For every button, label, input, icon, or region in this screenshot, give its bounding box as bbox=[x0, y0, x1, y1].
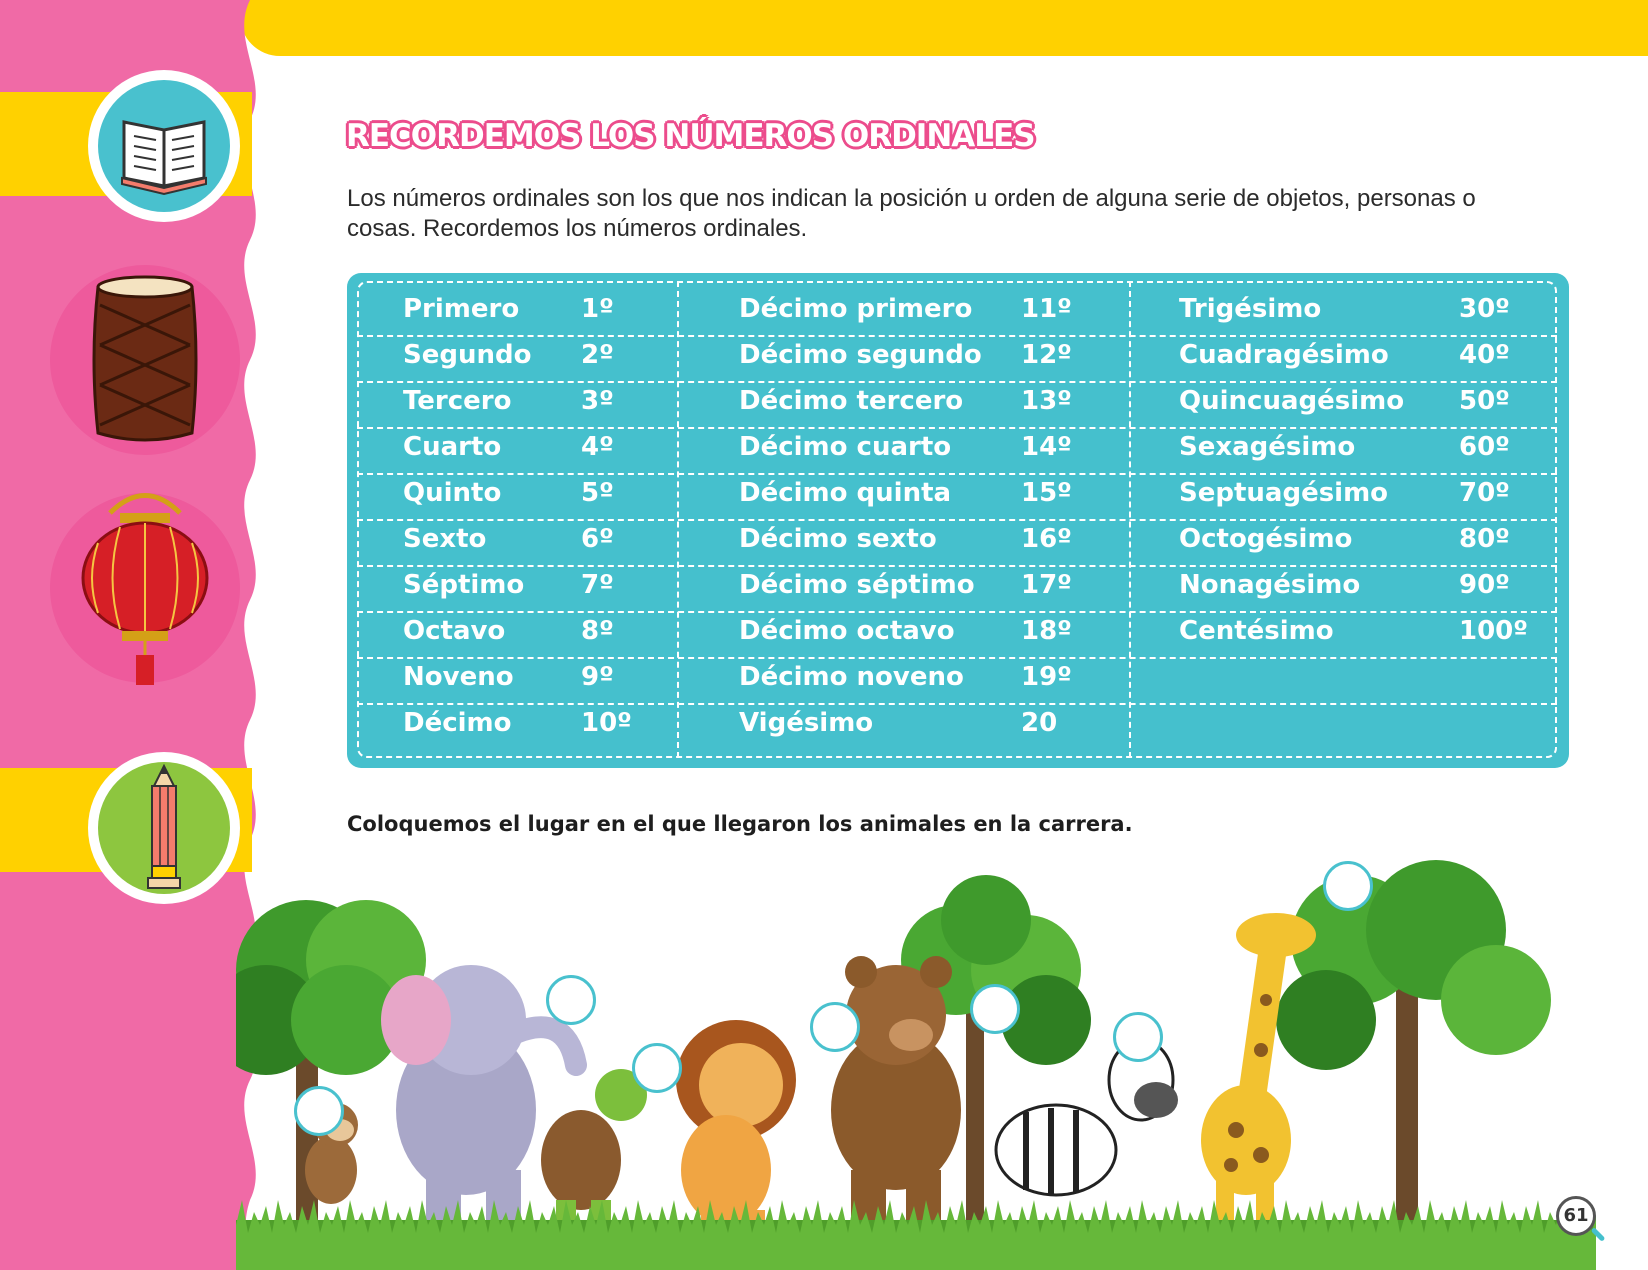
ordinal-name: Décimo primero bbox=[739, 294, 973, 324]
ordinal-number: 80º bbox=[1459, 524, 1510, 554]
answer-circle-monkey[interactable] bbox=[294, 1086, 344, 1136]
ordinal-number: 17º bbox=[1021, 570, 1072, 600]
intro-paragraph: Los números ordinales son los que nos indican la posición u orden de alguna serie de objetos, personas o cosas. Recordemos los números ordinales. bbox=[347, 185, 1476, 242]
ordinal-number: 5º bbox=[581, 478, 614, 508]
ordinal-number: 13º bbox=[1021, 386, 1072, 416]
lion bbox=[676, 1020, 796, 1240]
lantern-icon bbox=[50, 493, 240, 683]
answer-circle-zebra[interactable] bbox=[1113, 1012, 1163, 1062]
row-divider bbox=[357, 427, 1557, 429]
ordinal-number: 30º bbox=[1459, 294, 1510, 324]
answer-circle-lion[interactable] bbox=[810, 1002, 860, 1052]
row-divider bbox=[357, 565, 1557, 567]
instruction-text: Coloquemos el lugar en el que llegaron los animales en la carrera. bbox=[347, 812, 1133, 836]
ordinal-number: 40º bbox=[1459, 340, 1510, 370]
ordinal-number: 11º bbox=[1021, 294, 1072, 324]
ordinal-name: Centésimo bbox=[1179, 616, 1334, 646]
answer-circle-giraffe[interactable] bbox=[1323, 861, 1373, 911]
ordinal-number: 16º bbox=[1021, 524, 1072, 554]
ordinal-name: Septuagésimo bbox=[1179, 478, 1389, 508]
page-title: RECORDEMOS LOS NÚMEROS ORDINALES bbox=[346, 118, 1035, 154]
zebra bbox=[996, 1040, 1178, 1195]
ordinals-table bbox=[347, 273, 1569, 768]
ordinal-name: Décimo noveno bbox=[739, 662, 964, 692]
ordinal-name: Sexagésimo bbox=[1179, 432, 1356, 462]
row-divider bbox=[357, 335, 1557, 337]
ordinal-number: 8º bbox=[581, 616, 614, 646]
top-banner bbox=[240, 0, 1648, 56]
drum-icon bbox=[50, 265, 240, 455]
ordinal-number: 10º bbox=[581, 708, 632, 738]
row-divider bbox=[357, 519, 1557, 521]
ordinal-name: Quincuagésimo bbox=[1179, 386, 1405, 416]
page-number: 61 bbox=[1556, 1196, 1596, 1236]
ordinal-number: 7º bbox=[581, 570, 614, 600]
ordinal-number: 14º bbox=[1021, 432, 1072, 462]
ordinal-name: Décimo séptimo bbox=[739, 570, 975, 600]
ordinal-number: 9º bbox=[581, 662, 614, 692]
ordinal-number: 15º bbox=[1021, 478, 1072, 508]
ordinal-number: 12º bbox=[1021, 340, 1072, 370]
animal-race-illustration bbox=[236, 850, 1596, 1270]
ordinal-name: Décimo segundo bbox=[739, 340, 982, 370]
ordinal-name: Décimo sexto bbox=[739, 524, 937, 554]
ordinal-name: Décimo bbox=[403, 708, 512, 738]
ordinal-name: Décimo octavo bbox=[739, 616, 955, 646]
ordinal-name: Cuarto bbox=[403, 432, 502, 462]
ordinal-name: Quinto bbox=[403, 478, 502, 508]
ordinal-number: 50º bbox=[1459, 386, 1510, 416]
ordinal-name: Tercero bbox=[403, 386, 512, 416]
ordinal-name: Décimo tercero bbox=[739, 386, 964, 416]
bear bbox=[831, 956, 961, 1235]
ordinal-number: 3º bbox=[581, 386, 614, 416]
ordinal-number: 2º bbox=[581, 340, 614, 370]
ordinal-number: 6º bbox=[581, 524, 614, 554]
tree-right bbox=[1276, 860, 1551, 1240]
ordinal-name: Séptimo bbox=[403, 570, 525, 600]
ordinal-name: Sexto bbox=[403, 524, 487, 554]
row-divider bbox=[357, 473, 1557, 475]
ordinal-name: Octavo bbox=[403, 616, 506, 646]
ordinal-number: 4º bbox=[581, 432, 614, 462]
ordinal-name: Cuadragésimo bbox=[1179, 340, 1389, 370]
row-divider bbox=[357, 657, 1557, 659]
answer-circle-turtle[interactable] bbox=[632, 1043, 682, 1093]
ordinal-name: Segundo bbox=[403, 340, 532, 370]
ordinal-number: 90º bbox=[1459, 570, 1510, 600]
ordinal-number: 100º bbox=[1459, 616, 1528, 646]
answer-circle-elephant[interactable] bbox=[546, 975, 596, 1025]
row-divider bbox=[357, 611, 1557, 613]
row-divider bbox=[357, 381, 1557, 383]
answer-circle-bear[interactable] bbox=[970, 984, 1020, 1034]
ordinal-number: 19º bbox=[1021, 662, 1072, 692]
row-divider bbox=[357, 703, 1557, 705]
ordinal-name: Décimo cuarto bbox=[739, 432, 952, 462]
ordinal-number: 18º bbox=[1021, 616, 1072, 646]
ordinal-name: Noveno bbox=[403, 662, 514, 692]
turtle bbox=[541, 1069, 647, 1230]
ordinal-number: 1º bbox=[581, 294, 614, 324]
ordinal-number: 70º bbox=[1459, 478, 1510, 508]
ordinal-name: Octogésimo bbox=[1179, 524, 1353, 554]
book-icon bbox=[88, 70, 240, 222]
ordinal-number: 20 bbox=[1021, 708, 1058, 738]
ordinal-name: Nonagésimo bbox=[1179, 570, 1361, 600]
ordinal-name: Trigésimo bbox=[1179, 294, 1322, 324]
ordinal-name: Décimo quinta bbox=[739, 478, 952, 508]
ordinal-name: Primero bbox=[403, 294, 520, 324]
pencil-icon bbox=[88, 752, 240, 904]
ordinal-number: 60º bbox=[1459, 432, 1510, 462]
ordinal-name: Vigésimo bbox=[739, 708, 874, 738]
